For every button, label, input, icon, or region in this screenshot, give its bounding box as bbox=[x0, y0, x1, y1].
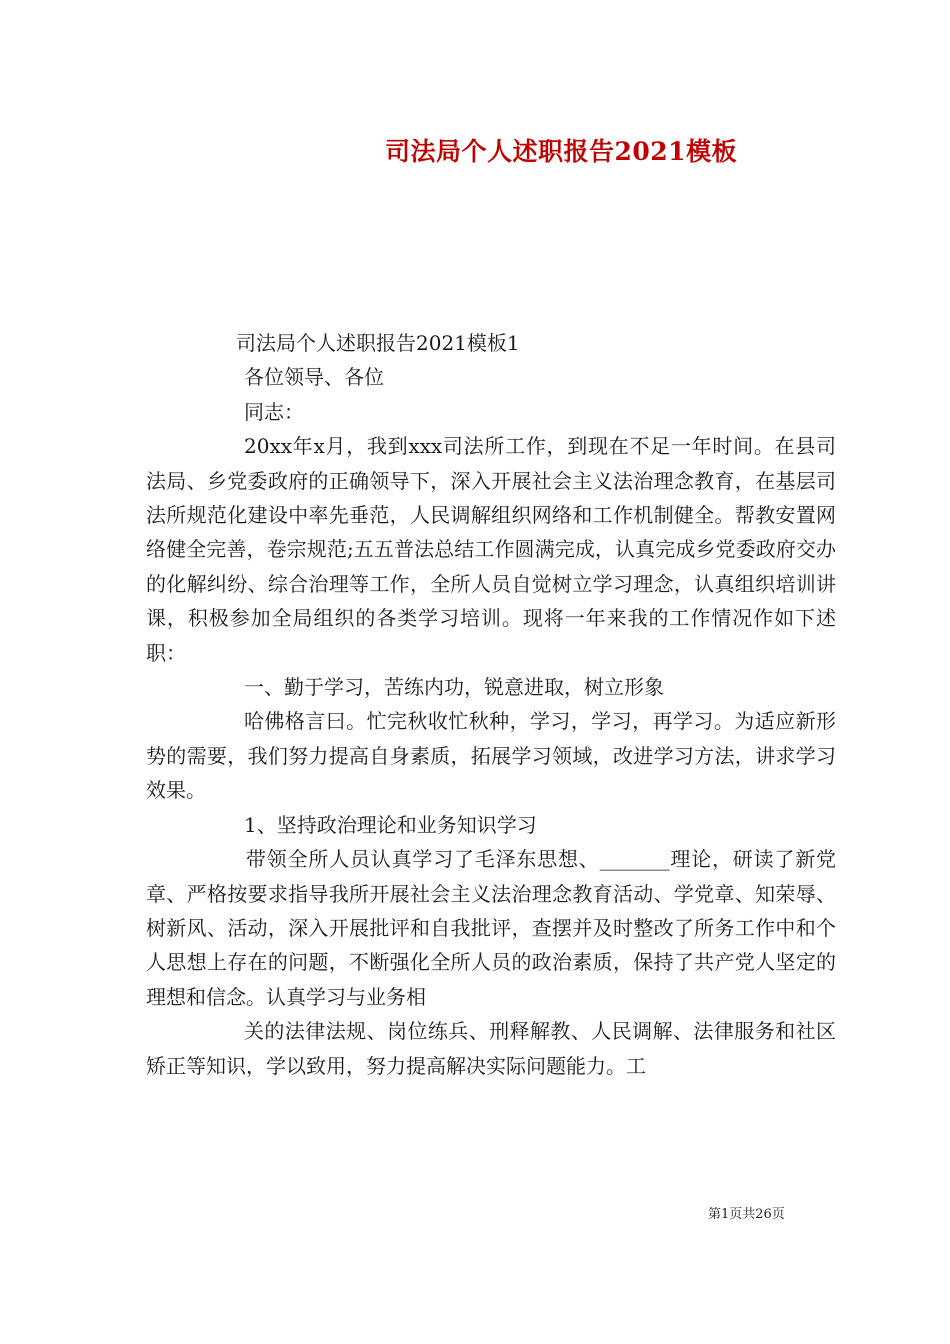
document-body bbox=[146, 326, 836, 1083]
paragraph: 20xx年x月，我到xxx司法所工作，到现在不足一年时间。在县司法局、乡党委政府的正确领导下，深入开展社会主义法治理念教育，在基层司法所规范化建设中率先垂范，人民调解组织网络和工作机制健全。帮教安置网络健全完善，卷宗规范;五五普法总结工作圆满完成，认真完成乡党委政府交办的化解纠纷、综合治理等工作，全所人员自觉树立学习理念，认真组织培训讲课，积极参加全局组织的各类学习培训。现将一年来我的工作情况作如下述职： bbox=[146, 434, 836, 665]
greeting-line: 各位领导、各位 bbox=[244, 365, 384, 390]
greeting-line: 同志： bbox=[244, 399, 304, 424]
heading-level-1: 一、勤于学习，苦练内功，锐意进取，树立形象 bbox=[244, 675, 664, 700]
page-number-footer: 第1页共26页 bbox=[708, 1207, 785, 1222]
paragraph: 关的法律法规、岗位练兵、刑释解教、人民调解、法律服务和社区矫正等知识，学以致用，努力提高解决实际问题能力。工 bbox=[146, 1019, 836, 1078]
heading-level-2: 1、坚持政治理论和业务知识学习 bbox=[244, 812, 537, 837]
section-title: 司法局个人述职报告2021模板1 bbox=[236, 331, 520, 355]
paragraph: 哈佛格言曰。忙完秋收忙秋种，学习，学习，再学习。为适应新形势的需要，我们努力提高自身素质，拓展学习领域，改进学习方法，讲求学习效果。 bbox=[146, 709, 836, 803]
document-title: 司法局个人述职报告2021模板 bbox=[385, 137, 738, 166]
paragraph: 带领全所人员认真学习了毛泽东思想、_______理论，研读了新党章、严格按要求指导我所开展社会主义法治理念教育活动、学党章、知荣辱、树新风、活动，深入开展批评和自我批评，查摆并及时整改了所务工作中和个人思想上存在的问题，不断强化全所人员的政治素质，保持了共产党人坚定的理想和信念。认真学习与业务相 bbox=[146, 847, 836, 1009]
